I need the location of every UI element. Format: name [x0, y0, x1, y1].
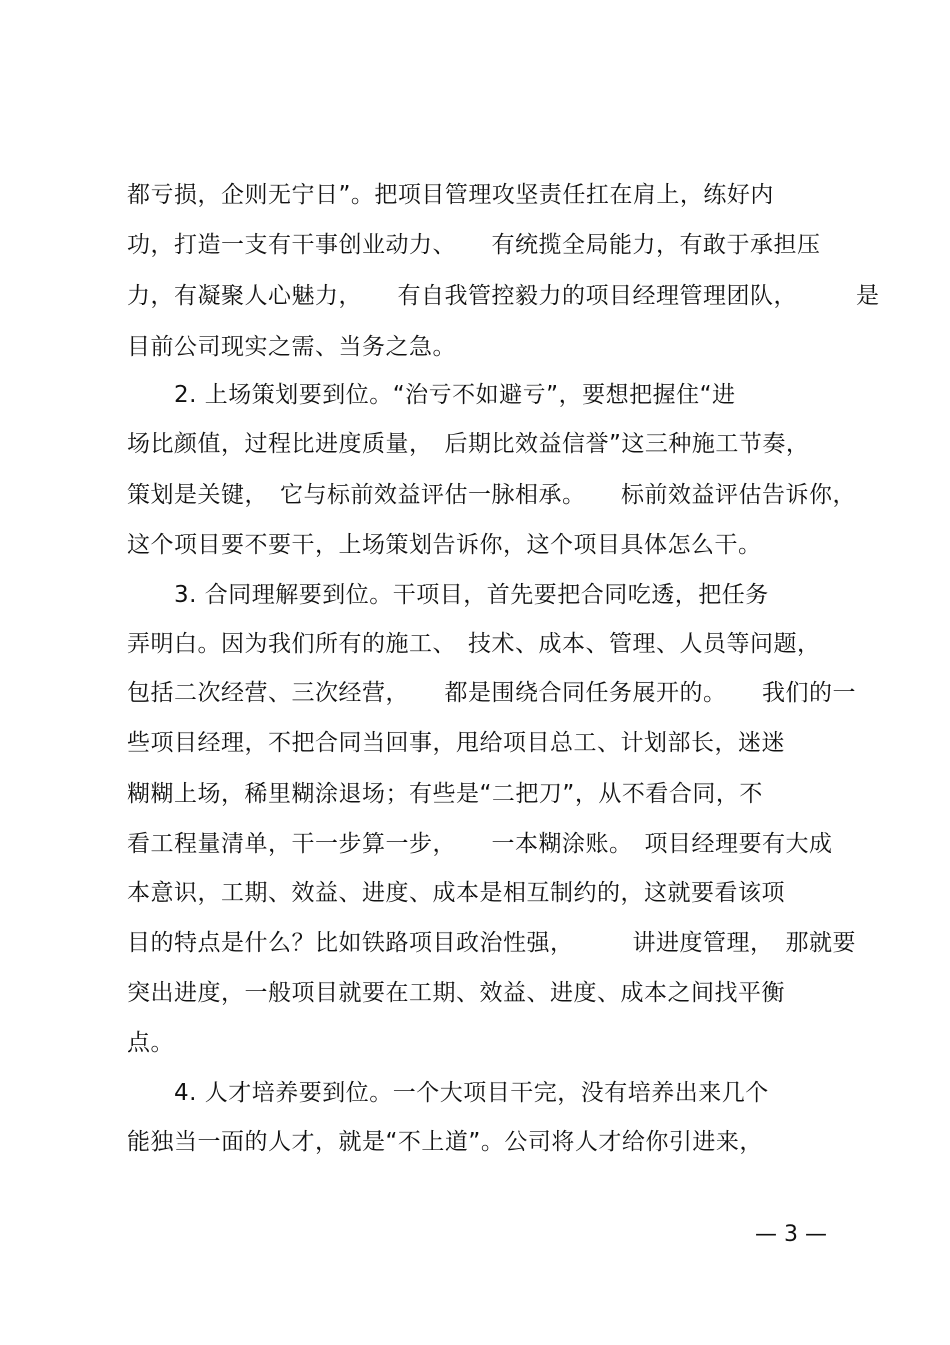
text-line: 弄明白。因为我们所有的施工、 技术、成本、管理、人员等问题，: [127, 631, 821, 657]
text-line: 本意识，工期、效益、进度、成本是相互制约的，这就要看该项: [127, 880, 785, 906]
text-line: 功，打造一支有干事创业动力、 有统揽全局能力，有敢于承担压: [127, 232, 821, 258]
text-line: 4. 人才培养要到位。一个大项目干完，没有培养出来几个: [127, 1080, 769, 1106]
text-line: 目前公司现实之需、当务之急。: [127, 334, 456, 360]
text-line: 3. 合同理解要到位。干项目，首先要把合同吃透，把任务: [127, 582, 769, 608]
text-line: 突出进度，一般项目就要在工期、效益、进度、成本之间找平衡: [127, 980, 785, 1006]
text-line: 这个项目要不要干，上场策划告诉你，这个项目具体怎么干。: [127, 532, 762, 558]
text-line: 目的特点是什么？比如铁路项目政治性强， 讲进度管理， 那就要: [127, 930, 856, 956]
text-line: 策划是关键， 它与标前效益评估一脉相承。 标前效益评估告诉你，: [127, 482, 856, 508]
text-line: 包括二次经营、三次经营， 都是围绕合同任务展开的。 我们的一: [127, 680, 856, 706]
text-line: 点。: [127, 1030, 174, 1056]
text-line: 都亏损，企则无宁日”。把项目管理攻坚责任扛在肩上，练好内: [127, 182, 774, 208]
text-line: 些项目经理，不把合同当回事，甩给项目总工、计划部长，迷迷: [127, 730, 785, 756]
text-line: 2. 上场策划要到位。“治亏不如避亏”，要想把握住“进: [127, 382, 736, 408]
text-line: 看工程量清单，干一步算一步， 一本糊涂账。 项目经理要有大成: [127, 831, 833, 857]
page-number: — 3 —: [755, 1222, 827, 1247]
text-line: 场比颜值，过程比进度质量， 后期比效益信誉”这三种施工节奏，: [127, 431, 810, 457]
text-line: 能独当一面的人才，就是“不上道”。公司将人才给你引进来，: [127, 1129, 763, 1155]
text-line: 糊糊上场，稀里糊涂退场；有些是“二把刀”，从不看合同，不: [127, 781, 763, 807]
text-line: 力，有凝聚人心魅力， 有自我管控毅力的项目经理管理团队， 是: [127, 283, 880, 309]
